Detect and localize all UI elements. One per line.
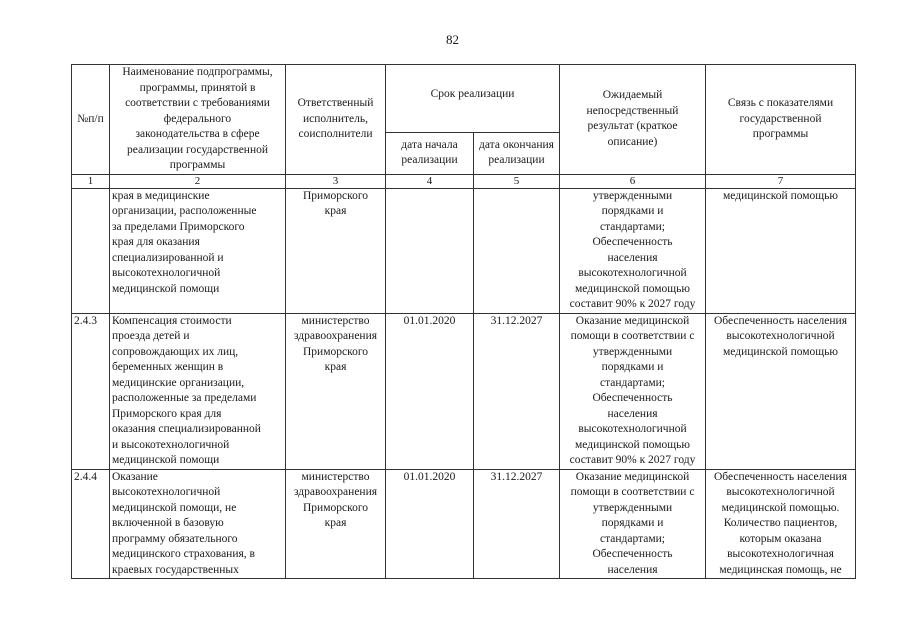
cell-line: федерального — [163, 112, 232, 125]
row-name — [110, 469, 286, 579]
cell-line: утвержденными — [592, 189, 673, 202]
cell-line: соисполнители — [298, 128, 373, 140]
cell-line: Обеспеченность — [592, 548, 673, 560]
row-link — [706, 188, 856, 313]
header-executor — [286, 65, 386, 175]
cell-line: утвержденными — [592, 345, 673, 358]
cell-line: высокотехнологичной — [578, 267, 687, 279]
cell-line: высокотехнологичная — [727, 548, 834, 560]
cell-line: непосредственный — [586, 104, 679, 117]
cell-line: порядками и — [601, 361, 664, 373]
cell-line: которым оказана — [739, 532, 822, 545]
cell-line: высокотехнологичной — [112, 486, 221, 498]
cell-line: Обеспеченность населения — [713, 314, 847, 327]
cell-line: Ожидаемый — [602, 89, 663, 102]
row-result — [560, 313, 706, 469]
cell-line: министерство — [301, 314, 370, 327]
cell-line: стандартами; — [600, 220, 665, 233]
cell-line: исполнитель, — [302, 112, 369, 125]
cell-line: законодательства в сфере — [135, 128, 260, 140]
column-number: 5 — [474, 174, 560, 188]
cell-line: Приморского — [302, 189, 369, 202]
cell-line: медицинской помощи — [112, 282, 220, 295]
header-result — [560, 65, 706, 175]
row-end-date — [474, 188, 560, 313]
cell-line: края — [324, 205, 347, 217]
cell-line: Ответственный — [297, 97, 374, 109]
row-executor — [286, 188, 386, 313]
row-end-date: 31.12.2027 — [474, 469, 560, 579]
cell-line: высокотехнологичной — [726, 330, 835, 342]
row-executor — [286, 313, 386, 469]
cell-line: Оказание медицинской — [575, 470, 690, 483]
cell-line: краевых государственных — [112, 563, 239, 576]
cell-line: соответствии с требованиями — [125, 97, 270, 109]
cell-line: края в медицинские — [112, 189, 210, 202]
cell-line: программы, принятой в — [139, 81, 256, 94]
cell-line: дата окончания — [479, 138, 554, 151]
cell-line: медицинской помощью — [575, 282, 690, 295]
cell-line: порядками и — [601, 205, 664, 217]
cell-line: расположенные за пределами — [112, 392, 257, 404]
header-end-date — [474, 133, 560, 174]
cell-line: утвержденными — [592, 501, 673, 514]
cell-line: высокотехнологичной — [726, 486, 835, 498]
cell-line: здравоохранения — [293, 486, 378, 498]
cell-line: составит 90% к 2027 году — [569, 454, 696, 466]
column-number: 3 — [286, 174, 386, 188]
cell-line: программы — [752, 128, 809, 140]
cell-line: Обеспеченность — [592, 236, 673, 248]
cell-line: помощи в соответствии с — [570, 486, 695, 498]
row-executor — [286, 469, 386, 579]
cell-line: Приморского — [302, 501, 369, 514]
cell-line: реализации государственной — [126, 143, 269, 156]
cell-line: специализированной и — [112, 251, 224, 264]
cell-line: высокотехнологичной — [112, 267, 221, 279]
cell-line: медицинской помощью — [723, 345, 838, 358]
cell-line: государственной — [739, 112, 822, 125]
cell-line: Приморского края для — [112, 407, 222, 420]
header-name — [110, 65, 286, 175]
cell-line: составит 90% к 2027 году — [569, 298, 696, 310]
row-num: 2.4.3 — [72, 313, 110, 469]
cell-line: медицинской помощи — [112, 454, 220, 466]
cell-line: медицинской помощью — [723, 189, 838, 202]
cell-line: края для оказания — [112, 236, 200, 248]
cell-line: Оказание медицинской — [575, 314, 690, 327]
cell-line: включенной в базовую — [112, 517, 224, 529]
cell-line: проезда детей и — [112, 330, 190, 342]
cell-line: порядками и — [601, 517, 664, 529]
row-result — [560, 188, 706, 313]
column-number: 6 — [560, 174, 706, 188]
cell-line: дата начала — [401, 138, 458, 151]
column-number: 1 — [72, 174, 110, 188]
page-number: 82 — [446, 32, 459, 47]
cell-line: результат (краткое — [587, 120, 678, 133]
column-number: 4 — [386, 174, 474, 188]
cell-line: медицинской помощью — [575, 438, 690, 451]
program-table — [71, 64, 856, 579]
header-num: №п/п — [72, 65, 110, 175]
cell-line: оказания специализированной — [112, 423, 261, 435]
cell-line: Обеспеченность — [592, 392, 673, 404]
cell-line: медицинская помощь, не — [719, 563, 842, 576]
row-name — [110, 313, 286, 469]
cell-line: реализации — [488, 154, 545, 167]
cell-line: программы — [169, 159, 226, 171]
cell-line: медицинские организации, — [112, 376, 245, 389]
header-period: Срок реализации — [386, 65, 560, 133]
cell-line: медицинской помощью. — [721, 501, 840, 514]
table-row — [72, 313, 856, 469]
cell-line: за пределами Приморского — [112, 220, 245, 233]
cell-line: стандартами; — [600, 532, 665, 545]
row-link — [706, 313, 856, 469]
column-number: 7 — [706, 174, 856, 188]
row-result — [560, 469, 706, 579]
cell-line: беременных женщин в — [112, 361, 224, 373]
cell-line: организации, расположенные — [112, 205, 257, 217]
cell-line: министерство — [301, 470, 370, 483]
row-start-date: 01.01.2020 — [386, 469, 474, 579]
cell-line: края — [324, 517, 347, 529]
cell-line: населения — [607, 563, 658, 576]
row-num — [72, 188, 110, 313]
cell-line: Обеспеченность населения — [713, 470, 847, 483]
cell-line: высокотехнологичной — [578, 423, 687, 435]
cell-line: населения — [607, 407, 658, 420]
cell-line: здравоохранения — [293, 330, 378, 342]
cell-line: описание) — [607, 135, 658, 148]
table-row — [72, 188, 856, 313]
cell-line: Количество пациентов, — [723, 517, 838, 529]
column-number: 2 — [110, 174, 286, 188]
cell-line: края — [324, 361, 347, 373]
row-start-date — [386, 188, 474, 313]
cell-line: населения — [607, 251, 658, 264]
header-link — [706, 65, 856, 175]
row-num: 2.4.4 — [72, 469, 110, 579]
row-name — [110, 188, 286, 313]
cell-line: Оказание — [112, 470, 158, 483]
cell-line: и высокотехнологичной — [112, 438, 230, 451]
cell-line: медицинского страхования, в — [112, 548, 255, 560]
row-end-date: 31.12.2027 — [474, 313, 560, 469]
cell-line: реализации — [401, 154, 458, 167]
cell-line: стандартами; — [600, 376, 665, 389]
row-start-date: 01.01.2020 — [386, 313, 474, 469]
cell-line: программу обязательного — [112, 532, 238, 545]
table-row — [72, 469, 856, 579]
cell-line: Компенсация стоимости — [112, 314, 232, 327]
cell-line: помощи в соответствии с — [570, 330, 695, 342]
row-link — [706, 469, 856, 579]
cell-line: Связь с показателями — [727, 97, 834, 109]
cell-line: медицинской помощи, не — [112, 501, 237, 514]
header-start-date — [386, 133, 474, 174]
cell-line: Наименование подпрограммы, — [122, 66, 273, 78]
cell-line: сопровождающих их лиц, — [112, 345, 239, 358]
cell-line: Приморского — [302, 345, 369, 358]
